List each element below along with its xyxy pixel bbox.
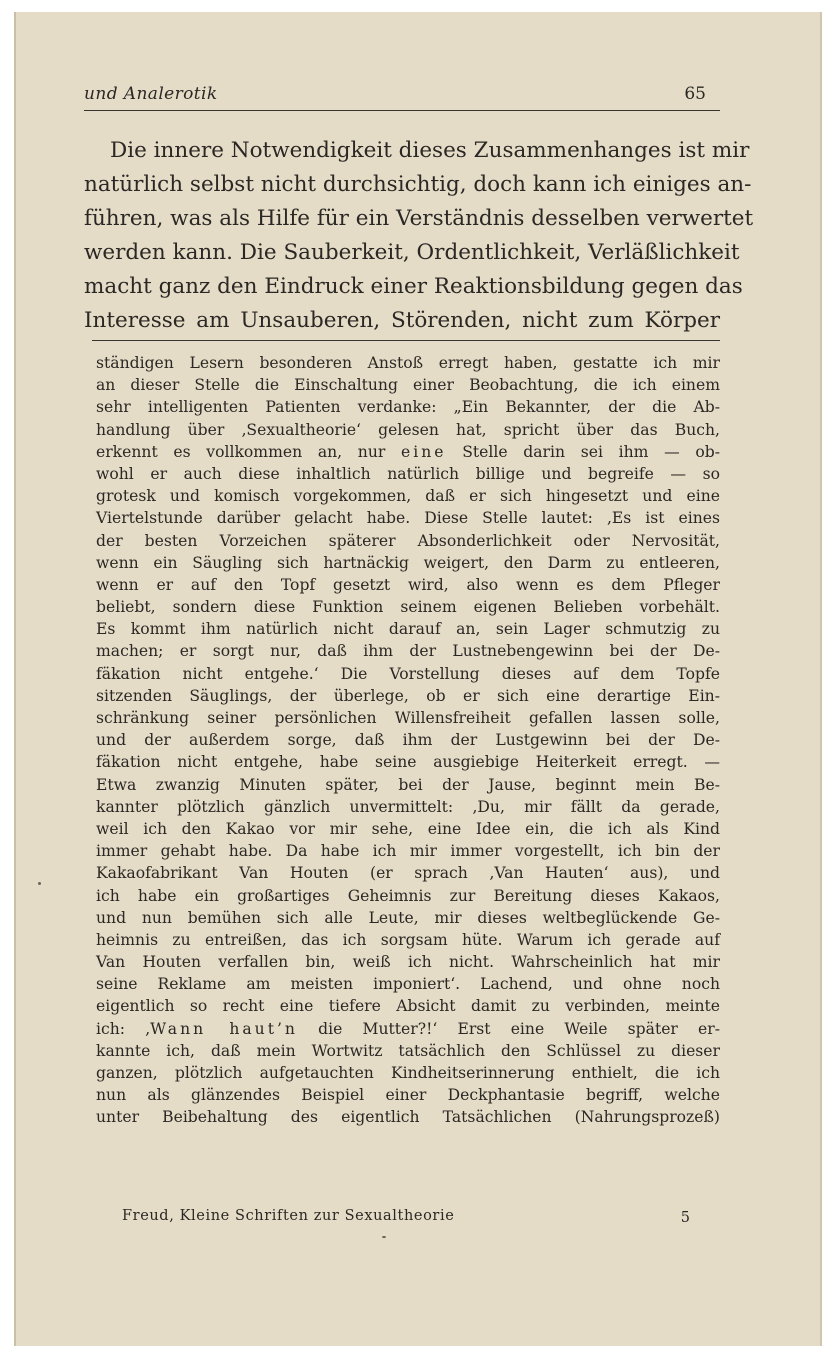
footnote-line: weil ich den Kakao vor mir sehe, eine Idee ein, die ich als Kind — [96, 819, 720, 838]
footnote-line: ganzen, plötzlich aufgetauchten Kindheitserinnerung enthielt, die ich — [96, 1064, 720, 1082]
footnote-line: grotesk und komisch vorgekommen, daß er sich hingesetzt und eine — [96, 487, 720, 506]
footnote — [96, 352, 720, 1129]
footnote-line: ständigen Lesern besonderen Anstoß erregt haben, gestatte ich mir — [96, 354, 720, 372]
printer-signature: Freud, Kleine Schriften zur Sexualtheorie — [122, 1208, 455, 1224]
footnote-line: schränkung seiner persönlichen Willensfreiheit gefallen lassen solle, — [96, 709, 720, 727]
header-title: und Analerotik — [84, 84, 218, 104]
footnote-line: seine Reklame am meisten imponiert‘. Lachend, und ohne noch — [96, 975, 720, 994]
footnote-line: wohl er auch diese inhaltlich natürlich billige und begreife — so — [96, 464, 720, 483]
footnote-line — [96, 1018, 720, 1040]
footnote-text: die Mutter?!‘ Erst eine Weile später er- — [318, 1019, 720, 1038]
footnote-line: machen; er sorgt nur, daß ihm der Lustnebengewinn bei der De- — [96, 642, 720, 661]
main-line: werden kann. Die Sauberkeit, Ordentlichkeit, Verläßlichkeit — [84, 240, 740, 265]
footnote-line: Viertelstunde darüber gelacht habe. Diese Stelle lautet: ‚Es ist eines — [96, 509, 720, 528]
footnote-divider — [92, 340, 720, 341]
footnote-line: und nun bemühen sich alle Leute, mir dieses weltbeglückende Ge- — [96, 908, 720, 927]
footnote-line: Etwa zwanzig Minuten später, bei der Jause, beginnt mein Be- — [96, 775, 720, 794]
main-line: natürlich selbst nicht durchsichtig, doch kann ich einiges an- — [84, 172, 752, 197]
footnote-line: handlung über ‚Sexualtheorie‘ gelesen hat, spricht über das Buch, — [96, 420, 720, 439]
footnote-line: fäkation nicht entgehe, habe seine ausgiebige Heiterkeit erregt. — — [96, 753, 720, 772]
footnote-text: erkennt es vollkommen an, nur — [96, 442, 386, 461]
footnote-text: Stelle darin sei ihm — ob- — [462, 442, 721, 461]
main-line: Die innere Notwendigkeit dieses Zusammenhanges ist mir — [110, 138, 750, 163]
footnote-line: beliebt, sondern diese Funktion seinem eigenen Belieben vorbehält. — [96, 598, 720, 617]
book-page — [14, 12, 822, 1346]
footnote-line: an dieser Stelle die Einschaltung einer Beobachtung, die ich einem — [96, 376, 720, 395]
paper-speck — [382, 1236, 386, 1238]
paper-speck — [38, 882, 41, 885]
main-line: führen, was als Hilfe für ein Verständnis desselben verwertet — [84, 206, 754, 231]
emphasized-word: Wann haut’n — [150, 1019, 298, 1038]
footnote-line: fäkation nicht entgehe.‘ Die Vorstellung dieses auf dem Topfe — [96, 664, 720, 683]
main-line: Interesse am Unsauberen, Störenden, nicht zum Körper — [84, 308, 720, 333]
footnote-line: kannter plötzlich gänzlich unvermittelt: ‚Du, mir fällt da gerade, — [96, 797, 720, 816]
footnote-line: sehr intelligenten Patienten verdanke: „Ein Bekannter, der die Ab- — [96, 398, 720, 417]
footnote-line: der besten Vorzeichen späterer Absonderlichkeit oder Nervosität, — [96, 531, 720, 550]
page-number: 65 — [684, 84, 706, 104]
main-paragraph — [84, 134, 754, 338]
footnote-line: heimnis zu entreißen, das ich sorgsam hüte. Warum ich gerade auf — [96, 930, 720, 949]
footnote-line: Van Houten verfallen bin, weiß ich nicht. Wahrscheinlich hat mir — [96, 953, 720, 972]
signature-number: 5 — [680, 1210, 690, 1226]
footnote-line: und der außerdem sorge, daß ihm der Lustgewinn bei der De- — [96, 731, 720, 750]
footnote-line: wenn ein Säugling sich hartnäckig weigert, den Darm zu entleeren, — [96, 553, 720, 572]
footnote-line: Kakaofabrikant Van Houten (er sprach ‚Van Hauten‘ aus), und — [96, 864, 720, 883]
footnote-line: Es kommt ihm natürlich nicht darauf an, sein Lager schmutzig zu — [96, 620, 720, 639]
footnote-text: ich: ‚ — [96, 1019, 151, 1038]
footnote-line: unter Beibehaltung des eigentlich Tatsächlichen (Nahrungsprozeß) — [96, 1108, 720, 1127]
footnote-line: nun als glänzendes Beispiel einer Deckphantasie begriff, welche — [96, 1086, 720, 1105]
footnote-line: immer gehabt habe. Da habe ich mir immer vorgestellt, ich bin der — [96, 842, 720, 861]
footnote-line: wenn er auf den Topf gesetzt wird, also wenn es dem Pfleger — [96, 575, 720, 594]
main-line: macht ganz den Eindruck einer Reaktionsbildung gegen das — [84, 274, 743, 299]
footnote-line: sitzenden Säuglings, der überlege, ob er sich eine derartige Ein- — [96, 686, 720, 705]
footnote-line — [96, 441, 720, 463]
footnote-line: ich habe ein großartiges Geheimnis zur Bereitung dieses Kakaos, — [96, 886, 720, 905]
footnote-line: kannte ich, daß mein Wortwitz tatsächlich den Schlüssel zu dieser — [96, 1041, 720, 1060]
running-header — [84, 82, 720, 111]
emphasized-word: eine — [401, 442, 447, 461]
footnote-line: eigentlich so recht eine tiefere Absicht damit zu verbinden, meinte — [96, 997, 720, 1016]
